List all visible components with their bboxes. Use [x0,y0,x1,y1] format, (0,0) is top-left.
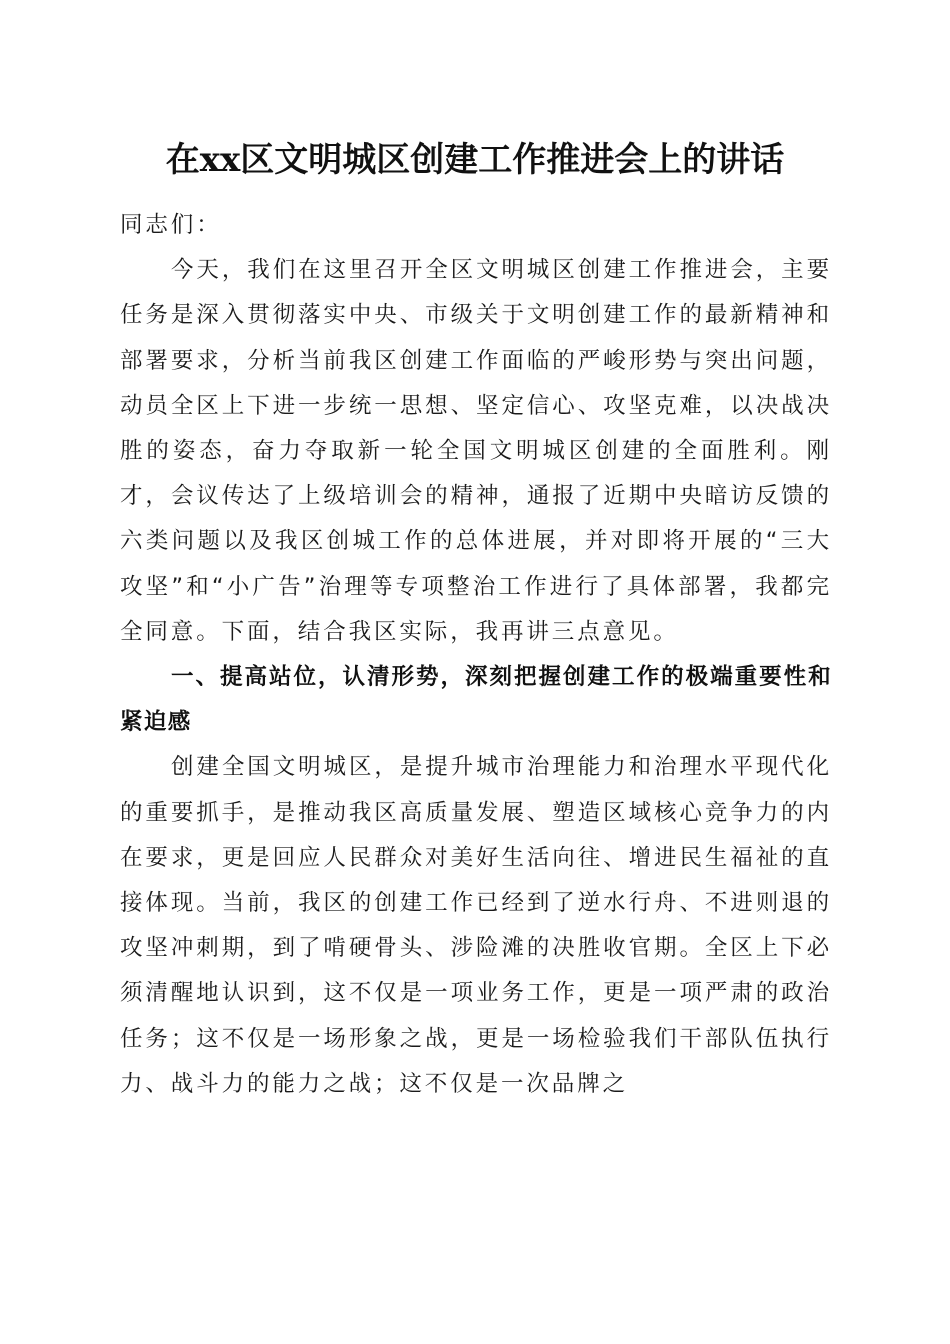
opening-paragraph: 今天，我们在这里召开全区文明城区创建工作推进会，主要任务是深入贯彻落实中央、市级关于文明创建工作的最新精神和部署要求，分析当前我区创建工作面临的严峻形势与突出问题，动员全区上下进一步统一思想、坚定信心、攻坚克难，以决战决胜的姿态，奋力夺取新一轮全国文明城区创建的全面胜利。刚才，会议传达了上级培训会的精神，通报了近期中央暗访反馈的六类问题以及我区创城工作的总体进展，并对即将开展的“三大攻坚”和“小广告”治理等专项整治工作进行了具体部署，我都完全同意。下面，结合我区实际，我再讲三点意见。 [120,257,832,645]
document-body [120,203,832,1107]
salutation: 同志们： [120,212,222,238]
section-paragraph: 创建全国文明城区，是提升城市治理能力和治理水平现代化的重要抓手，是推动我区高质量发展、塑造区域核心竞争力的内在要求，更是回应人民群众对美好生活向往、增进民生福祉的直接体现。当前，我区的创建工作已经到了逆水行舟、不进则退的攻坚冲刺期，到了啃硬骨头、涉险滩的决胜收官期。全区上下必须清醒地认识到，这不仅是一项业务工作，更是一项严肃的政治任务；这不仅是一场形象之战，更是一场检验我们干部队伍执行力、战斗力的能力之战；这不仅是一次品牌之 [120,754,832,1097]
document-title: 在xx区文明城区创建工作推进会上的讲话 [165,140,785,180]
section-heading: 一、提高站位，认清形势，深刻把握创建工作的极端重要性和紧迫感 [120,664,832,736]
